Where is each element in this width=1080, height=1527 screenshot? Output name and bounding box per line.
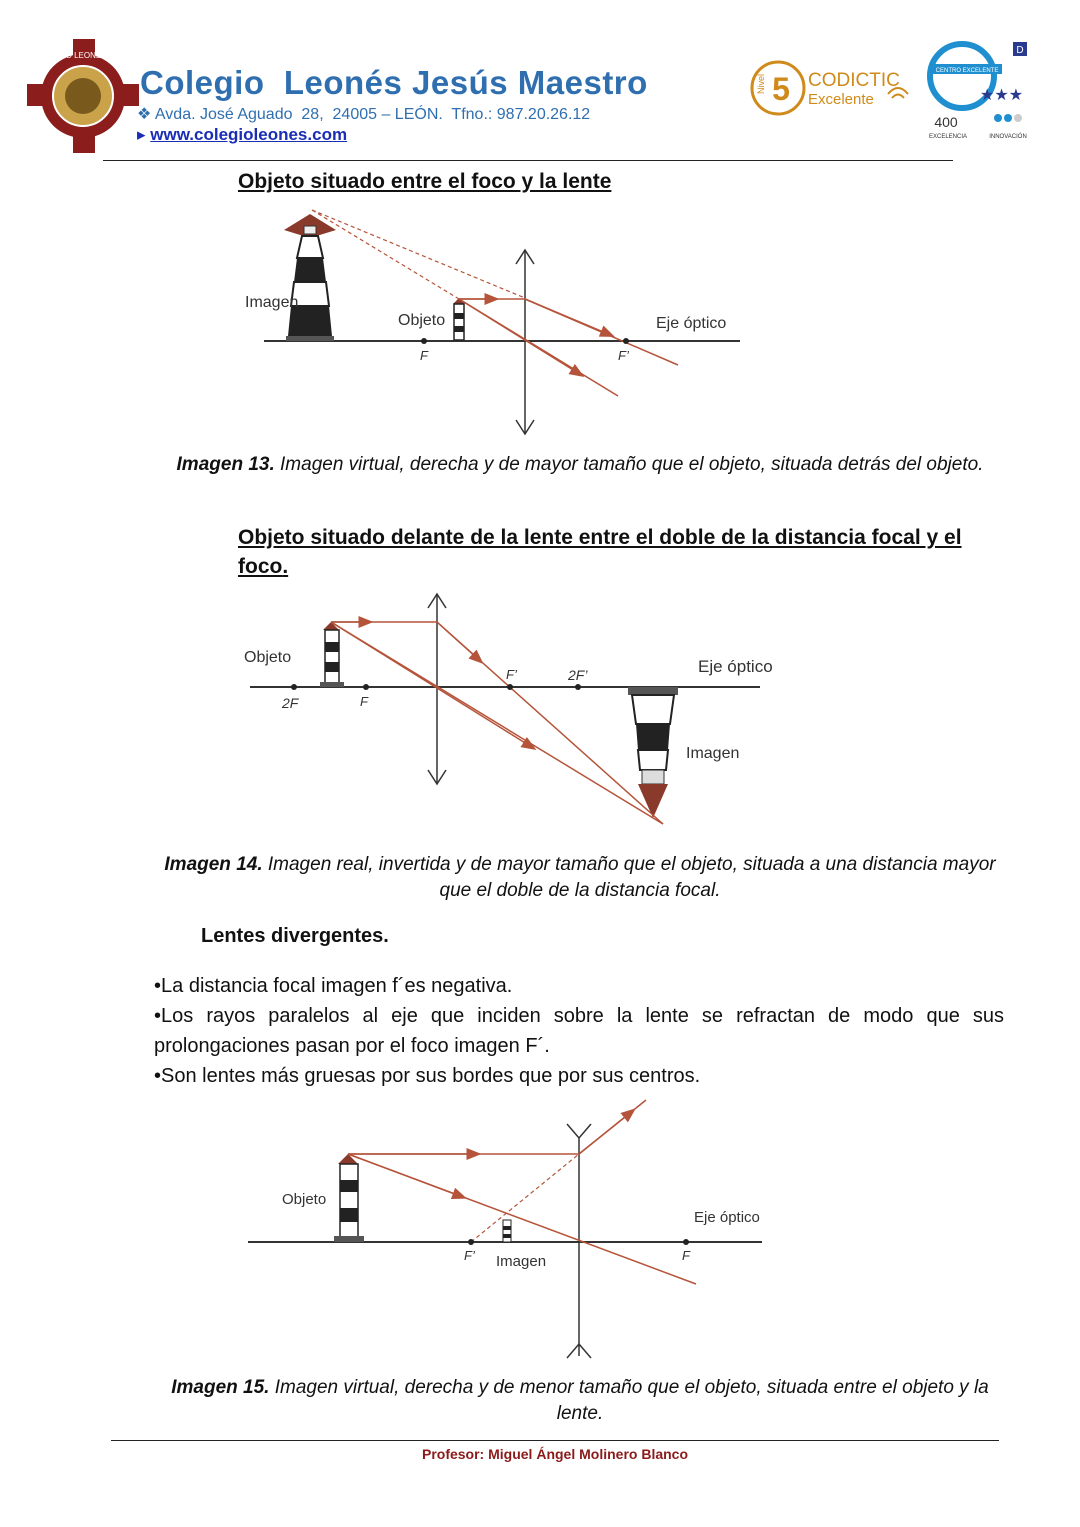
section1-heading: Objeto situado entre el foco y la lente [238, 170, 612, 193]
codictic-badge [748, 58, 918, 120]
label-f-prime: F’ [464, 1248, 475, 1263]
header-divider [103, 160, 953, 161]
svg-text:400: 400 [934, 114, 958, 130]
school-logo [25, 36, 140, 156]
list-item: •Los rayos paralelos al eje que inciden sobre la lente se refractan de modo que sus prolongaciones pasan por el foco imagen F´. [154, 1005, 1004, 1057]
school-address: ❖ Avda. José Aguado 28, 24005 – LEÓN. Tfno.: 987.20.26.12 [137, 106, 591, 123]
label-f-prime: F’ [618, 348, 629, 363]
image-lighthouse-small [503, 1220, 511, 1242]
svg-text:CENTRO EXCELENTE: CENTRO EXCELENTE [935, 68, 999, 74]
image-lighthouse-inverted [628, 687, 678, 818]
bullet-list [154, 971, 1004, 1091]
diagram-converging-object-inside-focus [238, 198, 758, 443]
label-f: F [360, 694, 368, 709]
label-imagen: Imagen [686, 745, 740, 762]
label-imagen: Imagen [496, 1253, 547, 1270]
list-item: •La distancia focal imagen f´es negativa. [154, 975, 513, 997]
codictic-label: CODICTIC [808, 70, 900, 91]
label-objeto: Objeto [282, 1191, 327, 1208]
label-f-prime: F’ [506, 667, 517, 682]
label-imagen: Imagen [245, 294, 299, 311]
footer-divider [111, 1440, 999, 1441]
section3-heading: Lentes divergentes. [201, 925, 389, 947]
label-eje-optico: Eje óptico [698, 657, 773, 676]
label-f: F [682, 1248, 690, 1263]
svg-text:EXCELENCIA: EXCELENCIA [928, 134, 968, 140]
label-f: F [420, 348, 428, 363]
image-lighthouse [284, 214, 336, 341]
footer-author: Profesor: Miguel Ángel Molinero Blanco [421, 1446, 689, 1462]
excelente-label: Excelente [808, 91, 874, 108]
school-website-link[interactable]: ▸ www.colegioleones.com [137, 125, 348, 144]
svg-text:INNOVACIÓN: INNOVACIÓN [989, 134, 1027, 140]
logo-text: COLEGIO LEONES LEÓN [35, 51, 131, 60]
excellence-badge [920, 38, 1040, 146]
label-eje-optico: Eje óptico [694, 1209, 760, 1226]
svg-text:5: 5 [772, 71, 790, 107]
object-lighthouse [453, 298, 465, 340]
caption-imagen-15: Imagen 15. Imagen virtual, derecha y de menor tamaño que el objeto, situada entre el objeto y la lente. [171, 1377, 989, 1424]
caption-imagen-14: Imagen 14. Imagen real, invertida y de mayor tamaño que el objeto, situada a una distancia mayor que el doble de la distancia focal. [164, 854, 996, 901]
label-2f: 2F [282, 695, 299, 711]
label-objeto: Objeto [398, 312, 446, 329]
object-lighthouse [334, 1154, 364, 1242]
diagram-diverging-lens [238, 1096, 778, 1366]
label-eje-optico: Eje óptico [656, 315, 727, 332]
stars-icon: ★★★ [980, 87, 1024, 104]
svg-text:Nivel: Nivel [756, 73, 766, 94]
list-item: •Son lentes más gruesas por sus bordes que por sus centros. [154, 1065, 701, 1087]
caption-imagen-13: Imagen 13. Imagen virtual, derecha y de mayor tamaño que el objeto, situada detrás del objeto. [176, 454, 984, 475]
school-name: Colegio Leonés Jesús Maestro [140, 64, 648, 101]
label-2f-prime: 2F’ [568, 667, 588, 683]
object-lighthouse [320, 622, 344, 687]
section2-heading: Objeto situado delante de la lente entre el doble de la distancia focal y el foco. [238, 526, 962, 578]
svg-text:D: D [1016, 45, 1024, 56]
diagram-converging-object-between-2f-and-f [238, 586, 798, 836]
label-objeto: Objeto [244, 649, 292, 666]
